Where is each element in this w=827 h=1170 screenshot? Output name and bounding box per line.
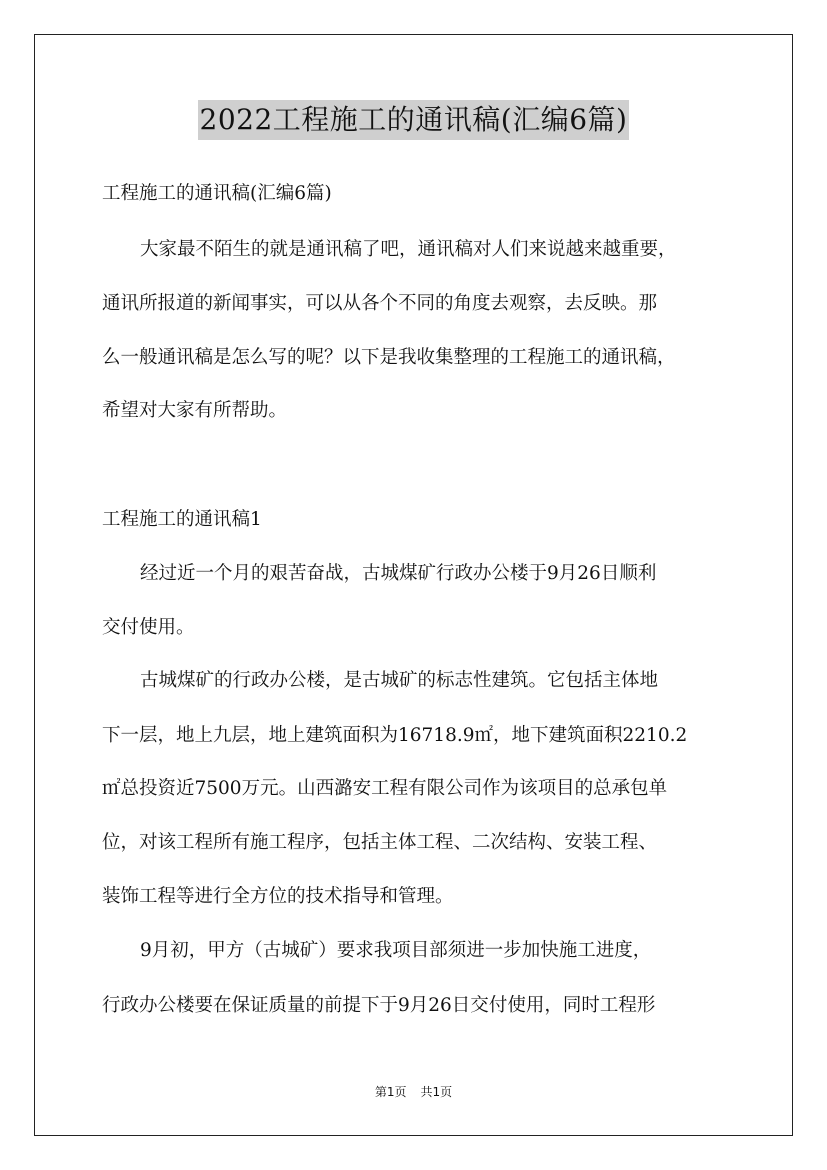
paragraph-line: 希望对大家有所帮助。 bbox=[102, 400, 288, 421]
document-title-block bbox=[0, 100, 827, 140]
paragraph-line: 位，对该工程所有施工程序，包括主体工程、二次结构、安装工程、 bbox=[102, 832, 658, 853]
paragraph-line: 古城煤矿的行政办公楼，是古城矿的标志性建筑。它包括主体地 bbox=[140, 670, 659, 691]
paragraph-line: 通讯所报道的新闻事实，可以从各个不同的角度去观察，去反映。那 bbox=[102, 293, 658, 314]
paragraph-line: 么一般通讯稿是怎么写的呢？以下是我收集整理的工程施工的通讯稿， bbox=[102, 347, 676, 368]
document-title: 2022工程施工的通讯稿(汇编6篇) bbox=[198, 100, 630, 140]
paragraph-line: 装饰工程等进行全方位的技术指导和管理。 bbox=[102, 886, 454, 907]
paragraph-line: 行政办公楼要在保证质量的前提下于9月26日交付使用，同时工程形 bbox=[102, 995, 656, 1016]
subtitle-line: 工程施工的通讯稿(汇编6篇) bbox=[102, 183, 332, 204]
page-total: 共1页 bbox=[420, 1085, 453, 1099]
paragraph-line: 下一层，地上九层，地上建筑面积为16718.9㎡，地下建筑面积2210.2 bbox=[102, 725, 688, 746]
page-footer bbox=[0, 1083, 827, 1100]
page-number: 第1页 bbox=[374, 1085, 407, 1099]
section-heading: 工程施工的通讯稿1 bbox=[102, 509, 262, 530]
paragraph-line: 交付使用。 bbox=[102, 617, 195, 638]
paragraph-line: ㎡总投资近7500万元。山西潞安工程有限公司作为该项目的总承包单 bbox=[102, 778, 668, 799]
paragraph-line: 9月初，甲方（古城矿）要求我项目部须进一步加快施工进度， bbox=[140, 940, 652, 961]
paragraph-line: 大家最不陌生的就是通讯稿了吧，通讯稿对人们来说越来越重要， bbox=[140, 239, 677, 260]
paragraph-line: 经过近一个月的艰苦奋战，古城煤矿行政办公楼于9月26日顺利 bbox=[140, 563, 657, 584]
